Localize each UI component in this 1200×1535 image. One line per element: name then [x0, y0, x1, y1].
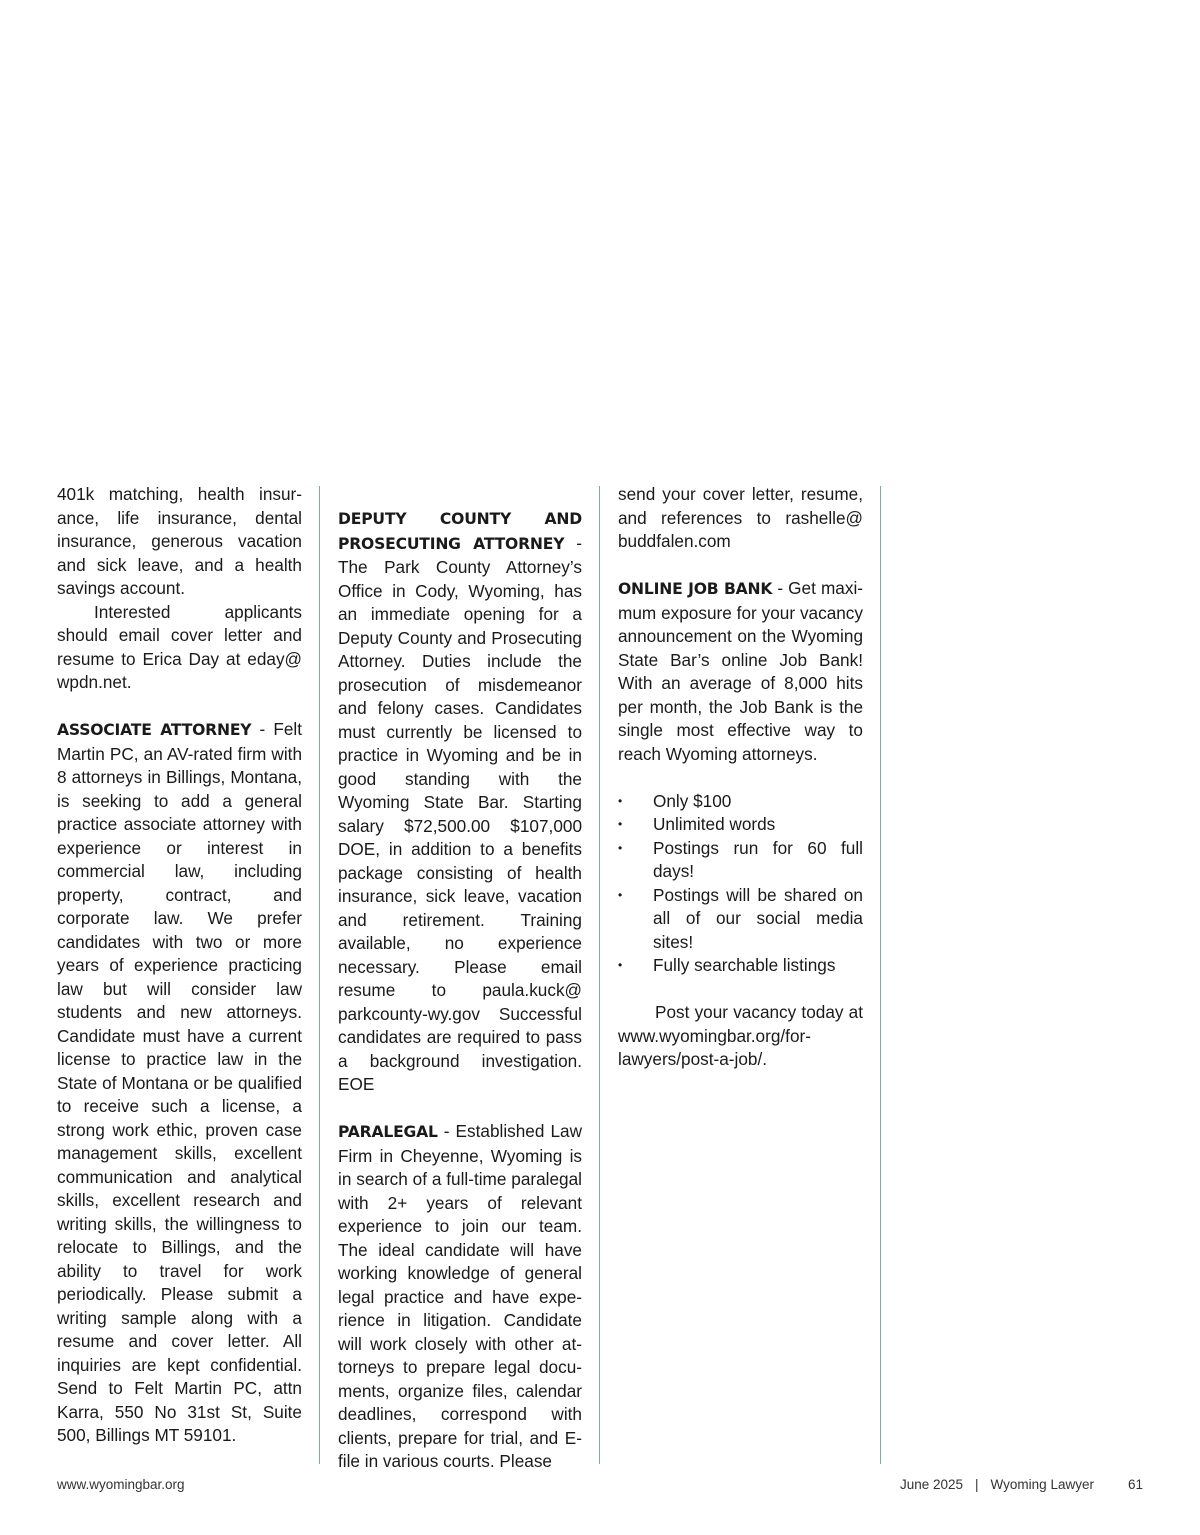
column-right — [618, 483, 863, 1072]
job-ad-heading: PARALEGAL — [338, 1123, 438, 1141]
list-item: • Fully searchable listings — [618, 954, 863, 978]
job-ad-online-job-bank — [618, 577, 863, 766]
benefits-paragraph: 401k matching, health insurance, life insurance, dental insurance, generous vacation and sick leave, and a health savings account. — [57, 484, 302, 598]
job-bank-features-list — [618, 790, 863, 978]
column-middle — [338, 507, 582, 1474]
footer-issue-info — [900, 1477, 1143, 1492]
continued-paragraph: send your cover letter, resume, and references to rashelle@ buddfalen.com — [618, 484, 863, 551]
list-item: • Postings will be shared on all of our social media sites! — [618, 884, 863, 955]
footer-issue-date: June 2025 — [899, 1477, 964, 1492]
column-divider — [599, 486, 600, 1464]
column-divider — [319, 486, 320, 1464]
job-ad-body: - Get maximum exposure for your vacancy announcement on the Wyoming State Bar’s online Job Bank! With an average of 8,000 hits per month, the Job Bank is the single most effective way to reach Wyoming attorneys. — [618, 578, 864, 764]
column-left — [57, 483, 302, 1448]
job-ad-body: - Felt Martin PC, an AV-rated firm with 8 attorneys in Billings, Montana, is seeking to add a general practice associate attorney with experience or interest in commercial law, including property, contract, and corporate law. We prefer candidates with two or more years of experience practicing law but will consider law students and new attorneys. Candidate must have a current license to practice law in the State of Montana or be qualified to receive such a license, a strong work ethic, proven case management skills, excellent communication and analytical skills, excellent research and writing skills, the willingness to relocate to Billings, and the ability to travel for work periodically. Please submit a writing sample along with a resume and cover letter. All inquiries are kept confidential. Send to Felt Martin PC, attn Karra, 550 No 31st St, Suite 500, Billings MT 59101. — [57, 719, 302, 1445]
job-ad-deputy-county-attorney — [338, 507, 582, 1097]
closing-paragraph: Post your vacancy today at www.wyomingbar.org/for-lawyers/post-a-job/. — [618, 1002, 863, 1069]
job-ad-heading: ASSOCIATE ATTORNEY — [57, 721, 252, 739]
footer-publication: Wyoming Lawyer — [990, 1477, 1094, 1492]
job-ad-body: - The Park County Attorney’s Office in Cody, Wyoming, has an immediate opening for a Deputy County and Prosecuting Attorney. Duties include the prosecution of misdemeanor and felony cases. Candidates must currently be licensed to practice in Wyoming and be in good standing with the Wyoming State Bar. Starting salary $72,500.00 $107,000 DOE, in addition to a benefits package consisting of health insurance, sick leave, vacation and retirement. Training available, no experience necessary. Please email resume to paula.kuck@ parkcounty-wy.gov Successful candidates are required to pass a background investigation. EOE — [338, 532, 582, 1094]
page-number: 61 — [1127, 1477, 1143, 1492]
application-paragraph: Interested applicants should email cover letter and resume to Erica Day at eday@ wpdn.net. — [57, 601, 302, 692]
job-ad-body: - Established Law Firm in Cheyenne, Wyoming is in search of a full-time paralegal with 2+ years of relevant experience to join our team. The ideal candidate will have working knowledge of general legal practice and have experience in litigation. Candidate will work closely with other attorneys to prepare legal documents, organize files, calendar deadlines, correspond with clients, prepare for trial, and E-file in various courts. Please — [338, 1121, 582, 1471]
list-item: • Unlimited words — [618, 813, 863, 837]
job-ad-heading: DEPUTY COUNTY AND PROSECUTING ATTORNEY — [338, 510, 582, 553]
footer-separator: | — [975, 1477, 979, 1492]
column-divider — [880, 486, 881, 1464]
job-ad-heading: ONLINE JOB BANK — [618, 580, 773, 598]
job-ad-paralegal — [338, 1120, 582, 1474]
job-ad-associate-attorney — [57, 718, 302, 1448]
list-item: • Only $100 — [618, 790, 863, 814]
footer-website: www.wyomingbar.org — [57, 1477, 185, 1492]
list-item: • Postings run for 60 full days! — [618, 837, 863, 884]
